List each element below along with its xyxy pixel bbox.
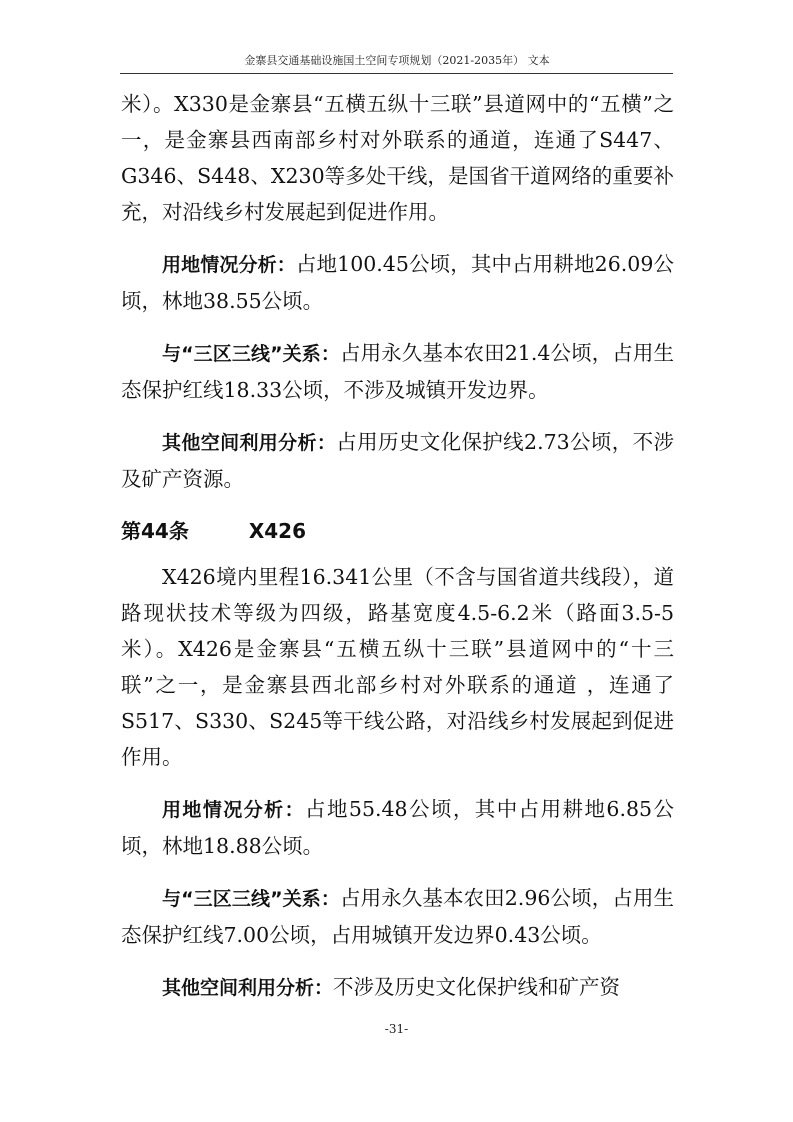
paragraph-x330-land-use xyxy=(121,246,674,319)
paragraph-x330-description xyxy=(121,86,674,230)
header-divider xyxy=(120,73,673,74)
document-body xyxy=(121,86,674,1022)
paragraph-text: 占地55.48公顷，其中占用耕地6.85公顷，林地18.88公顷。 xyxy=(121,797,674,858)
paragraph-text: 占用历史文化保护线2.73公顷，不涉及矿产资源。 xyxy=(121,430,674,491)
paragraph-x426-three-zones xyxy=(121,880,674,953)
paragraph-text: X426境内里程16.341公里（不含与国省道共线段），道路现状技术等级为四级，路基宽度4.5-6.2米（路面3.5-5米）。X426是金寨县“五横五纵十三联”县道网中的“十三联”之一，是金寨县西北部乡村对外联系的通道 ，连通了S517、S330、S245等干线公路，对沿线乡村发展起到促进作用。 xyxy=(121,565,674,769)
paragraph-lead: 用地情况分析： xyxy=(162,254,296,276)
paragraph-lead: 其他空间利用分析： xyxy=(162,977,334,999)
paragraph-lead: 与“三区三线”关系： xyxy=(162,343,340,365)
article-road-code: X426 xyxy=(248,519,307,543)
paragraph-lead: 用地情况分析： xyxy=(162,799,306,821)
paragraph-text: 占用永久基本农田21.4公顷，占用生态保护红线18.33公顷，不涉及城镇开发边界。 xyxy=(121,341,674,402)
article-number: 第44条 xyxy=(121,519,189,543)
paragraph-text: 占用永久基本农田2.96公顷，占用生态保护红线7.00公顷，占用城镇开发边界0.43公顷。 xyxy=(121,886,674,947)
running-header: 金寨县交通基础设施国土空间专项规划（2021-2035年） 文本 xyxy=(244,54,550,67)
paragraph-x426-description xyxy=(121,559,674,775)
paragraph-text: 不涉及历史文化保护线和矿产资 xyxy=(333,975,621,999)
paragraph-x330-three-zones xyxy=(121,335,674,408)
page-number: -31- xyxy=(384,1022,409,1036)
paragraph-lead: 与“三区三线”关系： xyxy=(162,888,340,910)
paragraph-x426-other-space xyxy=(121,969,674,1006)
paragraph-x426-land-use xyxy=(121,791,674,864)
paragraph-text: 米）。X330是金寨县“五横五纵十三联”县道网中的“五横”之一，是金寨县西南部乡村对外联系的通道，连通了S447、G346、S448、X230等多处干线，是国省干道网络的重要补充，对沿线乡村发展起到促进作用。 xyxy=(121,92,674,224)
paragraph-x330-other-space xyxy=(121,424,674,497)
article-heading xyxy=(121,513,674,549)
paragraph-lead: 其他空间利用分析： xyxy=(162,432,337,454)
paragraph-text: 占地100.45公顷，其中占用耕地26.09公顷，林地38.55公顷。 xyxy=(121,252,674,313)
